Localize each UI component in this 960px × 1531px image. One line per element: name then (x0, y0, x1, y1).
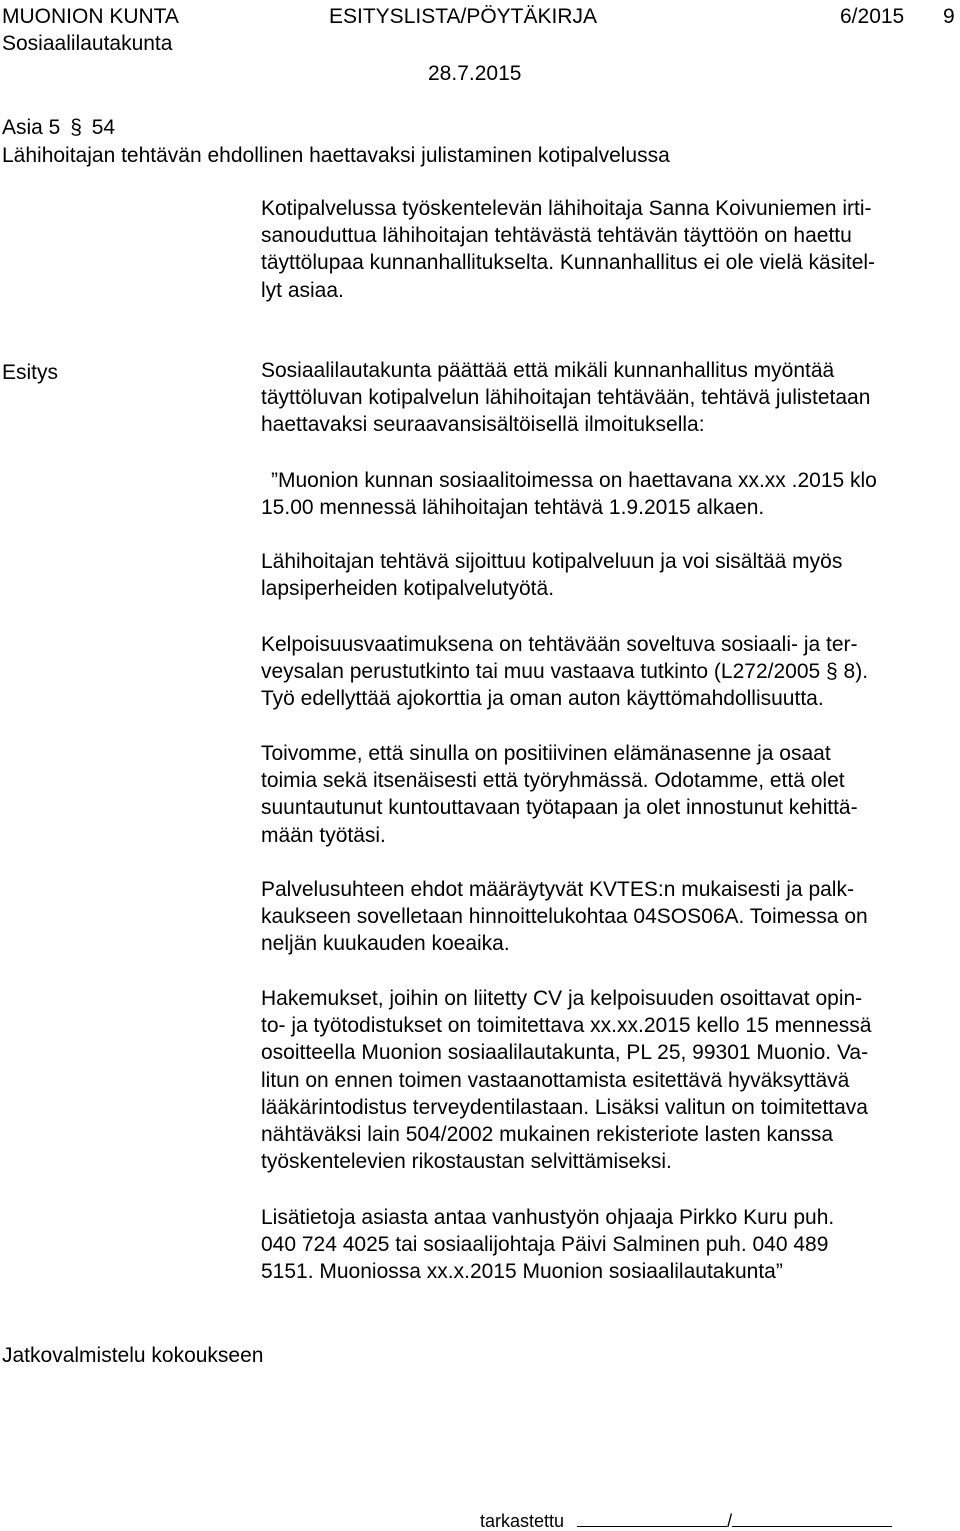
proposal-line: täyttöluvan kotipalvelun lähihoitajan tehtävään, tehtävä julistetaan (261, 386, 871, 410)
notice-line: toimia sekä itsenäisesti että työryhmässä. Odotamme, että olet (261, 769, 845, 793)
signature-separator: / (727, 1511, 733, 1531)
signature-line (577, 1508, 727, 1527)
notice-line: mään työtäsi. (261, 823, 386, 847)
notice-line: Lähihoitajan tehtävä sijoittuu kotipalveluun ja voi sisältää myös (261, 550, 843, 573)
notice-line: työskentelevien rikostaustan selvittämiseksi. (261, 1150, 672, 1174)
notice-line: lapsiperheiden kotipalvelutyötä. (261, 577, 555, 601)
notice-paragraph (261, 985, 958, 1175)
notice-line: 15.00 mennessä lähihoitajan tehtävä 1.9.2015 alkaen. (261, 496, 765, 520)
proposal-line: Sosiaalilautakunta päättää että mikäli kunnanhallitus myöntää (261, 359, 835, 382)
document-type: ESITYSLISTA/PÖYTÄKIRJA (329, 5, 598, 28)
notice-line: Hakemukset, joihin on liitetty CV ja kelpoisuuden osoittavat opin- (261, 987, 863, 1010)
background-line: täyttölupaa kunnanhallitukselta. Kunnanhallitus ei ole vielä käsitel- (261, 251, 876, 275)
notice-line: 040 724 4025 tai sosiaalijohtaja Päivi Salminen puh. 040 489 (261, 1233, 829, 1257)
notice-line: kaukseen sovelletaan hinnoittelukohtaa 04SOS06A. Toimessa on (261, 905, 868, 929)
notice-paragraph (261, 548, 958, 602)
section-symbol: § (70, 116, 82, 139)
background-line: sanouduttua lähihoitajan tehtävästä tehtävän täyttöön on haettu (261, 224, 852, 248)
notice-line: 5151. Muoniossa xx.x.2015 Muonion sosiaalilautakunta” (261, 1260, 783, 1284)
notice-paragraph (261, 467, 958, 521)
proposal-intro (261, 357, 958, 439)
notice-line: osoitteella Muonion sosiaalilautakunta, PL 25, 99301 Muonio. Va- (261, 1041, 869, 1065)
section-number: 54 (91, 116, 116, 139)
item-number-line (2, 117, 115, 138)
decision-label: Jatkovalmistelu kokoukseen (2, 1344, 264, 1367)
background-text (261, 195, 958, 304)
notice-line: neljän kuukauden koeaika. (261, 932, 510, 956)
board-name: Sosiaalilautakunta (2, 32, 173, 55)
notice-line: Työ edellyttää ajokorttia ja oman auton käyttömahdollisuutta. (261, 687, 824, 711)
notice-line: lääkärintodistus terveydentilastaan. Lisäksi valitun on toimitettava (261, 1095, 868, 1119)
municipality-name: MUONION KUNTA (2, 5, 179, 28)
notice-line: Kelpoisuusvaatimuksena on tehtävään soveltuva sosiaali- ja ter- (261, 633, 858, 656)
proposal-line: haettavaksi seuraavansisältöisellä ilmoituksella: (261, 413, 705, 437)
notice-line: Toivomme, että sinulla on positiivinen elämänasenne ja osaat (261, 742, 831, 765)
checked-footer (480, 1508, 892, 1530)
page-number: 9 (943, 5, 955, 28)
checked-label: tarkastettu (480, 1511, 565, 1531)
proposal-label: Esitys (2, 361, 59, 384)
notice-line: Lisätietoja asiasta antaa vanhustyön ohjaaja Pirkko Kuru puh. (261, 1206, 835, 1229)
issue-number: 6/2015 (840, 5, 905, 28)
item-title: Lähihoitajan tehtävän ehdollinen haettavaksi julistaminen kotipalvelussa (2, 144, 670, 167)
notice-line: to- ja työtodistukset on toimitettava xx.xx.2015 kello 15 mennessä (261, 1014, 872, 1038)
notice-line: suuntautunut kuntouttavaan työtapaan ja olet innostunut kehittä- (261, 796, 858, 820)
notice-paragraph (261, 740, 958, 849)
notice-line: litun on ennen toimen vastaanottamista esitettävä hyväksyttävä (261, 1068, 850, 1092)
notice-paragraph (261, 631, 958, 713)
background-line: Kotipalvelussa työskentelevän lähihoitaja Sanna Koivuniemen irti- (261, 197, 872, 220)
notice-line: veysalan perustutkinto tai muu vastaava tutkinto (L272/2005 § 8). (261, 660, 869, 684)
meeting-date: 28.7.2015 (428, 62, 522, 85)
item-number: Asia 5 (2, 116, 61, 139)
signature-line (732, 1508, 892, 1527)
notice-paragraph (261, 876, 958, 958)
notice-line: Palvelusuhteen ehdot määräytyvät KVTES:n mukaisesti ja palk- (261, 878, 854, 901)
notice-line: nähtäväksi lain 504/2002 mukainen rekisteriote lasten kanssa (261, 1123, 834, 1147)
background-line: lyt asiaa. (261, 278, 344, 302)
notice-line: ”Muonion kunnan sosiaalitoimessa on haettavana xx.xx .2015 klo (271, 469, 877, 492)
notice-paragraph (261, 1204, 958, 1286)
